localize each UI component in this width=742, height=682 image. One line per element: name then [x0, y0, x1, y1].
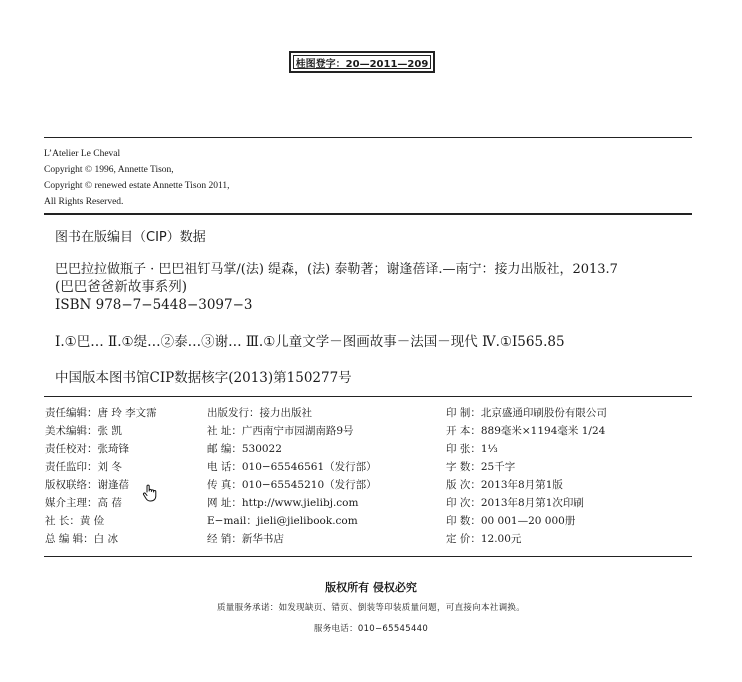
publisher-line: 经 销：新华书店 [207, 533, 284, 545]
credit-line: 责任校对：张琦锋 [45, 443, 129, 455]
publisher-line: 社 址：广西南宁市园湖南路9号 [207, 425, 354, 437]
cip-top-rule [44, 213, 692, 215]
cip-bottom-rule [44, 396, 692, 397]
cip-series-line: (巴巴爸爸新故事系列) [55, 279, 188, 295]
quality-service-note: 质量服务承诺：如发现缺页、错页、倒装等印装质量问题，可直接向本社调换。 [216, 603, 525, 613]
cip-record-number: 中国版本图书馆CIP数据核字(2013)第150277号 [55, 370, 352, 386]
cip-classification-line: Ⅰ.①巴… Ⅱ.①缇…②泰…③谢… Ⅲ.①儿童文学－图画故事－法国－现代 Ⅳ.①I565.85 [55, 334, 565, 350]
credits-bottom-rule [44, 556, 692, 557]
publisher-line: E−mail：jieli@jielibook.com [207, 515, 358, 527]
printing-line: 印 张：1⅓ [446, 443, 498, 455]
registration-box [289, 51, 435, 73]
printing-line: 定 价：12.00元 [446, 533, 522, 545]
credit-line: 媒介主理：高 蓓 [45, 497, 122, 509]
credit-line: 美术编辑：张 凯 [45, 425, 122, 437]
hand-pointer-icon [142, 484, 158, 502]
credit-line: 社 长：黄 俭 [45, 515, 105, 527]
printing-line: 开 本：889毫米×1194毫米 1/24 [446, 425, 606, 437]
copyright-line: Copyright © renewed estate Annette Tison 2011, [44, 181, 230, 191]
credit-line: 责任监印：刘 冬 [45, 461, 122, 473]
printing-line: 印 制：北京盛通印刷股份有限公司 [446, 407, 607, 419]
publisher-line: 电 话：010−65546561（发行部） [207, 461, 377, 473]
printing-line: 印 次：2013年8月第1次印刷 [446, 497, 584, 509]
publisher-line: 传 真：010−65545210（发行部） [207, 479, 377, 491]
cip-title: 图书在版编目（CIP）数据 [55, 230, 206, 245]
printing-line: 版 次：2013年8月第1版 [446, 479, 563, 491]
copyright-line: L’Atelier Le Cheval [44, 149, 121, 159]
printing-line: 印 数：00 001—20 000册 [446, 515, 576, 527]
service-phone: 服务电话：010−65545440 [313, 624, 429, 634]
publisher-line: 网 址：http://www.jielibj.com [207, 497, 359, 509]
printing-line: 字 数：25千字 [446, 461, 516, 473]
rights-reserved-title: 版权所有 侵权必究 [325, 581, 417, 594]
copyright-line: All Rights Reserved. [44, 197, 124, 207]
registration-number: 桂图登字：20—2011—209 [295, 58, 429, 70]
credit-line: 总 编 辑：白 冰 [45, 533, 119, 545]
top-rule [44, 137, 692, 138]
cip-bibliographic-line: 巴巴拉拉做瓶子 · 巴巴祖钉马掌/(法) 缇森，(法) 泰勒著；谢逢蓓译.—南宁：接力出版社，2013.7 [55, 262, 618, 277]
copyright-line: Copyright © 1996, Annette Tison, [44, 165, 174, 175]
credit-line: 责任编辑：唐 玲 李文霈 [45, 407, 157, 419]
publisher-line: 出版发行：接力出版社 [207, 407, 312, 419]
cip-isbn-line: ISBN 978−7−5448−3097−3 [55, 297, 253, 313]
publisher-line: 邮 编：530022 [207, 443, 282, 455]
credit-line: 版权联络：谢逢蓓 [45, 479, 129, 491]
